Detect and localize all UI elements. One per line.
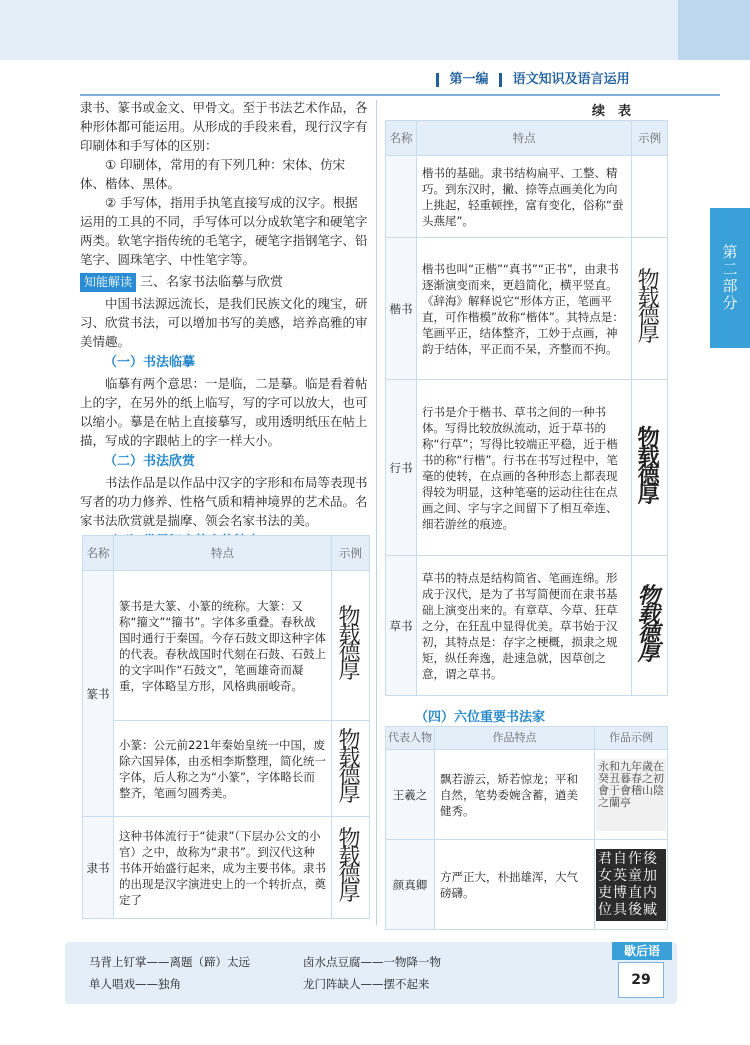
paragraph: 中国书法源远流长，是我们民族文化的瑰宝，研习、欣赏书法，可以增加书写的美感，培养高雅的审美情趣。 [80,296,368,349]
calligraphy-image [595,750,668,840]
header-feature: 特点 [417,121,632,156]
left-column [80,98,368,553]
proverb: 卤水点豆腐——一物降一物 [303,955,441,969]
calligraphy-work: 永和九年歲在癸丑暮春之初會于會稽山陰之蘭亭 [596,759,666,831]
script-styles-table-continued [385,120,668,696]
header-divider [499,73,502,87]
style-example [632,556,668,696]
calligraphers-table [385,726,668,930]
style-name: 篆书 [83,571,114,817]
top-band [0,0,750,60]
style-desc: 楷书也叫“正楷”“真书”“正书”，由隶书逐渐演变而来，更趋简化，横平竖直。《辞海》解释说它“形体方正，笔画平直，可作楷模”故称“楷体”。其特点是：笔画平正，结体整齐，工妙于点画，神韵于结体，平正而不呆，齐整而不拘。 [417,238,632,380]
subsection-heading: （一）书法临摹 [104,355,196,370]
page-number: 29 [618,962,664,998]
header-divider [436,73,439,87]
style-desc: 这种书体流行于“徒隶”（下层办公文的小官）之中，故称为“隶书”。到汉代这种书体开始盛行起来，成为主要书体。隶书的出现是汉字演进史上的一个转折点，奠定了 [114,817,332,919]
calligrapher-feature: 方严正大，朴拙雄浑，大气磅礴。 [435,840,595,930]
style-desc: 篆书是大篆、小篆的统称。大篆：又称“籀文”“籀书”。字体多重叠。春秋战国时通行于秦国。今存石鼓文即这种字体的代表。春秋战国时代刻在石鼓、石鼓上的文字叫作“石鼓文”，笔画雄奇而凝重，字体略呈方形，风格典丽峻奇。 [114,571,332,721]
header-person: 代表人物 [386,727,435,750]
style-desc: 行书是介于楷书、草书之间的一种书体。写得比较放纵流动，近于草书的称“行草”；写得比较端正平稳，近于楷书的称“行楷”。行书在书写过程中，笔毫的使转，在点画的各种形态上都表现得较为明显，这种笔毫的运动往往在点画之间、字与字之间留下了相互牵连、细若游丝的痕迹。 [417,380,632,556]
style-example [632,380,668,556]
calligraphy-sample: 物载德厚 [637,582,662,666]
continued-label: 续 表 [592,104,632,119]
style-example [331,571,369,721]
header-part2: 语文知识及语言运用 [512,72,630,87]
header-feature: 作品特点 [435,727,595,750]
style-example [632,156,668,238]
proverb: 单人唱戏——独角 [89,977,181,991]
style-desc: 楷书的基础。隶书结构扁平、工整、精巧。到东汉时，撇、捺等点画美化为向上挑起，轻重顿挫，富有变化，俗称“蚕头燕尾”。 [417,156,632,238]
calligraphy-sample: 物载德厚 [637,267,662,347]
header-feature: 特点 [114,536,332,571]
section-heading: 三、名家书法临摹与欣赏 [140,275,284,290]
paragraph: 临摹有两个意思：一是临，二是摹。临是看着帖上的字，在另外的纸上临写，写的字可以放大，也可以缩小。摹是在帖上直接摹写，或用透明纸压在帖上描，写成的字跟帖上的字一样大小。 [80,376,368,448]
side-part-tab: 第二部分 [710,208,750,348]
style-example [331,817,369,919]
style-example [331,721,369,817]
calligraphy-sample: 物载德厚 [338,826,363,906]
subsection-heading: （二）书法欣赏 [104,454,196,469]
calligraphy-image [595,840,668,930]
proverb: 龙门阵缺人——摆不起来 [303,977,430,991]
calligraphy-work: 君自作後女英童加吏博直内位具後臧 [596,849,666,921]
header-example: 作品示例 [595,727,668,750]
style-desc: 小篆：公元前221年秦始皇统一中国，废除六国异体，由丞相李斯整理，简化统一字体，后人称之为“小篆”，字体略长而整齐，笔画匀圆秀美。 [114,721,332,817]
top-corner-tab [678,0,750,60]
style-desc: 草书的特点是结构简省、笔画连绵。形成于汉代，是为了书写简便而在隶书基础上演变出来的。有章草、今草、狂草之分，在狂乱中显得优美。草书始于汉初，其特点是：存字之梗概，损隶之规矩，纵任奔逸，赴速急就，因草创之意，谓之草书。 [417,556,632,696]
calligraphy-sample: 物载德厚 [338,604,363,684]
style-name: 隶书 [83,817,114,919]
footer-badge: 歇后语 [612,942,672,960]
paragraph: ② 手写体，指用手执笔直接写成的汉字。根据运用的工具的不同，手写体可以分成软笔字和硬笔字两类。软笔字指传统的毛笔字，硬笔字指钢笔字、铅笔字、圆珠笔字、中性笔字等。 [80,195,368,267]
calligraphy-sample: 物载德厚 [338,727,363,807]
section-title [80,273,368,292]
header-part1: 第一编 [449,72,489,87]
style-name: 草书 [386,556,417,696]
header-example: 示例 [331,536,369,571]
section-tag: 知能解读 [80,273,136,292]
subsection-heading: （四）六位重要书法家 [415,710,546,725]
footer-proverbs [65,942,677,1004]
paragraph: 书法作品是以作品中汉字的字形和布局等表现书写者的功力修养、性格气质和精神境界的艺术品。名家书法欣赏就是揣摩、领会名家书法的美。 [80,475,368,528]
style-name [386,156,417,238]
calligrapher-name: 王羲之 [386,750,435,840]
style-name: 楷书 [386,238,417,380]
calligrapher-feature: 飘若游云，矫若惊龙；平和自然，笔势委婉含蓄，遒美健秀。 [435,750,595,840]
header-example: 示例 [632,121,668,156]
calligraphy-sample: 物载德厚 [637,424,662,508]
paragraph: ① 印刷体，常用的有下列几种：宋体、仿宋体、楷体、黑体。 [80,157,346,191]
paragraph: 隶书、篆书或金文、甲骨文。至于书法艺术作品，各种形体都可能运用。从形成的手段来看，现行汉字有印刷体和手写体的区别： [80,100,368,153]
header-name: 名称 [83,536,114,571]
style-example [632,238,668,380]
proverb: 马背上钉掌——离题（蹄）太远 [89,955,250,969]
running-header [430,68,630,90]
header-name: 名称 [386,121,417,156]
column-divider [376,100,377,925]
calligrapher-name: 颜真卿 [386,840,435,930]
header-rule [80,94,720,96]
script-styles-table [82,535,370,919]
style-name: 行书 [386,380,417,556]
